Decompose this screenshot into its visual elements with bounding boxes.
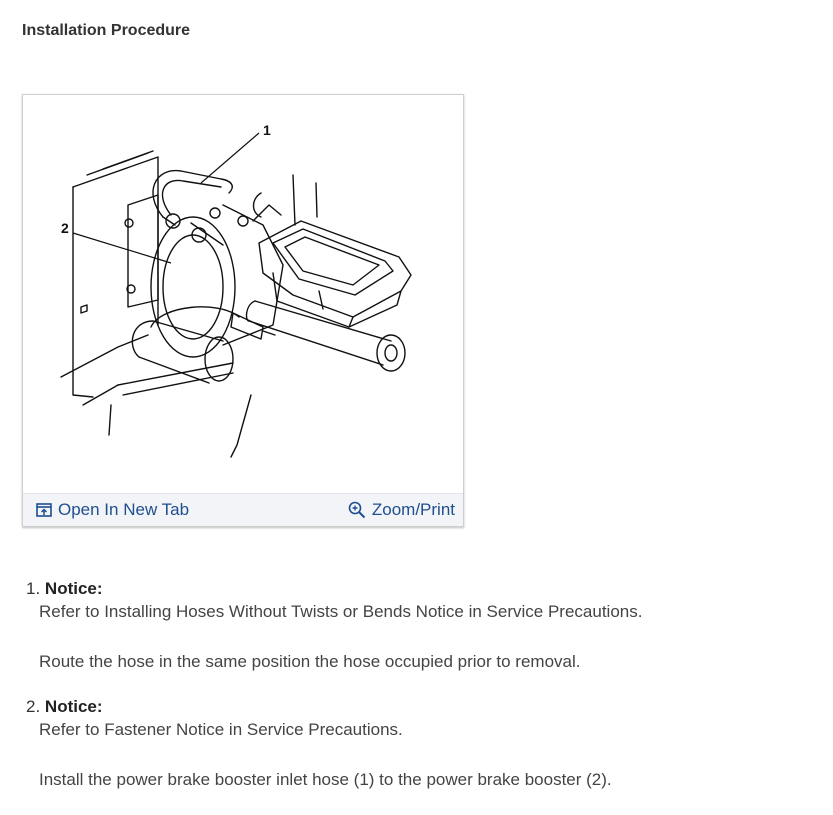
step-instruction: Install the power brake booster inlet hose (1) to the power brake booster (2). [39, 770, 612, 789]
zoom-print-label: Zoom/Print [371, 500, 455, 519]
step-header [26, 578, 806, 600]
section-title: Installation Procedure [22, 22, 191, 39]
open-new-tab-button[interactable] [36, 500, 189, 520]
procedure-steps [26, 578, 806, 814]
open-new-tab-label: Open In New Tab [58, 500, 190, 519]
figure-toolbar [23, 493, 463, 526]
zoom-print-button[interactable] [348, 500, 455, 520]
step-notice-label: Notice: [44, 697, 103, 716]
open-new-tab-icon [36, 503, 52, 517]
step-header [26, 696, 806, 718]
step-notice-text: Refer to Installing Hoses Without Twists or Bends Notice in Service Precautions. [39, 602, 643, 621]
figure-card [22, 94, 464, 527]
step-notice-label: Notice: [44, 579, 103, 598]
step-number: 1. [26, 579, 41, 598]
brake-booster-illustration [23, 95, 463, 491]
step-item [26, 696, 806, 792]
step-instruction: Route the hose in the same position the hose occupied prior to removal. [39, 652, 581, 671]
step-notice-text: Refer to Fastener Notice in Service Precautions. [39, 720, 403, 739]
zoom-icon [348, 501, 366, 519]
callout-1: 1 [263, 122, 271, 138]
callout-2: 2 [61, 220, 69, 236]
step-number: 2. [26, 697, 41, 716]
step-item [26, 578, 806, 674]
